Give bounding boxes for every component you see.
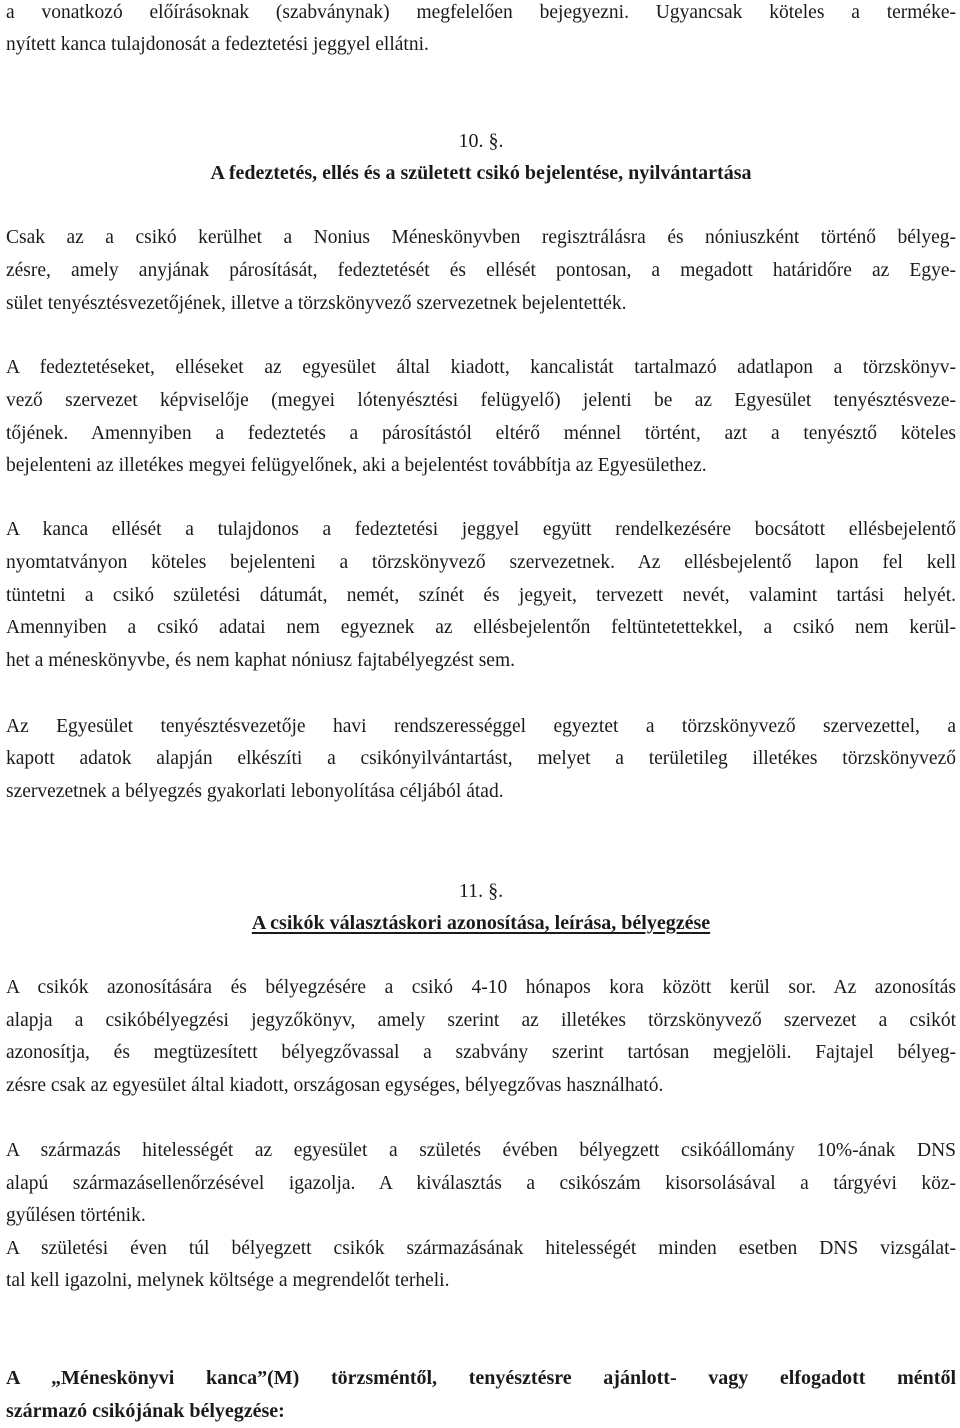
s10-p2-line-1: A fedeztetéseket, elléseket az egyesület által kiadott, kancalistát tartalmazó adatlapon a törzskönyv-: [6, 357, 956, 378]
final-heading-line-2: származó csikójának bélyegzése:: [6, 1400, 285, 1422]
s10-p1-line-3: sület tenyésztésvezetőjének, illetve a törzskönyvező szervezetnek bejelentették.: [6, 293, 627, 314]
s11-p1-line-4: zésre csak az egyesület által kiadott, országosan egységes, bélyegzővas használható.: [6, 1075, 664, 1096]
intro-line-1: a vonatkozó előírásoknak (szabványnak) megfelelően bejegyezni. Ugyancsak köteles a terméke-: [6, 2, 956, 23]
s10-p1-line-2: zésre, amely anyjának párosítását, fedeztetését és ellését pontosan, a megadott határidőre az Egye-: [6, 260, 956, 281]
s10-p4-line-3: szervezetnek a bélyegzés gyakorlati lebonyolítása céljából átad.: [6, 781, 504, 802]
s10-p3-line-5: het a méneskönyvbe, és nem kaphat nóniusz fajtabélyegzést sem.: [6, 650, 515, 671]
intro-line-2: nyített kanca tulajdonosát a fedeztetési jeggyel ellátni.: [6, 34, 429, 55]
s10-p4-line-1: Az Egyesület tenyésztésvezetője havi rendszerességgel egyeztet a törzskönyvező szervezettel, a: [6, 716, 956, 737]
s11-p1-line-3: azonosítja, és megtüzesített bélyegzővassal a szabvány szerint tartósan megjelöli. Fajtajel bélyeg-: [6, 1042, 956, 1063]
s11-p1-line-2: alapja a csikóbélyegzési jegyzőkönyv, amely szerint az illetékes törzskönyvező szervezet a csikót: [6, 1010, 956, 1031]
section-10-title: A fedeztetés, ellés és a született csikó bejelentése, nyilvántartása: [210, 162, 752, 184]
s10-p3-line-3: tüntetni a csikó születési dátumát, nemét, színét és jegyeit, tervezett nevét, valamint tartási helyét.: [6, 585, 956, 606]
s11-p3-line-2: tal kell igazolni, melynek költsége a megrendelőt terheli.: [6, 1270, 450, 1291]
s10-p2-line-2: vező szervezet képviselője (megyei lótenyésztési felügyelő) jelenti be az Egyesület tenyésztésveze-: [6, 390, 956, 411]
s11-p2-line-3: gyűlésen történik.: [6, 1205, 146, 1226]
s10-p1-line-1: Csak az a csikó kerülhet a Nonius Méneskönyvben regisztrálásra és nóniuszként történő bélyeg-: [6, 227, 956, 248]
section-11-title: A csikók választáskori azonosítása, leírása, bélyegzése: [251, 912, 711, 934]
section-11-number: 11. §.: [458, 880, 504, 902]
s11-p3-line-1: A születési éven túl bélyegzett csikók származásának hitelességét minden esetben DNS vizsgálat-: [6, 1238, 956, 1259]
s10-p3-line-2: nyomtatványon köteles bejelenteni a törzskönyvező szervezetnek. Az ellésbejelentő lapon fel kell: [6, 552, 956, 573]
s10-p4-line-2: kapott adatok alapján elkészíti a csikónyilvántartást, melyet a területileg illetékes törzskönyvező: [6, 748, 956, 769]
section-10-number: 10. §.: [458, 130, 504, 152]
s10-p2-line-3: tőjének. Amennyiben a fedeztetés a párosítástól eltérő ménnel történt, azt a tenyésztő köteles: [6, 423, 956, 444]
s10-p2-line-4: bejelenteni az illetékes megyei felügyelőnek, aki a bejelentést továbbítja az Egyesülethez.: [6, 455, 707, 476]
final-heading-line-1: A „Méneskönyvi kanca”(M) törzsméntől, tenyésztésre ajánlott- vagy elfogadott méntől: [6, 1367, 956, 1389]
s10-p3-line-4: Amennyiben a csikó adatai nem egyeznek az ellésbejelentőn feltüntetettekkel, a csikó nem kerül-: [6, 617, 956, 638]
s11-p2-line-2: alapú származásellenőrzésével igazolja. A kiválasztás a csikószám kisorsolásával a tárgyévi köz-: [6, 1173, 956, 1194]
s10-p3-line-1: A kanca ellését a tulajdonos a fedeztetési jeggyel együtt rendelkezésére bocsátott ellésbejelentő: [6, 519, 956, 540]
s11-p2-line-1: A származás hitelességét az egyesület a születés évében bélyegzett csikóállomány 10%-ának DNS: [6, 1140, 956, 1161]
s11-p1-line-1: A csikók azonosítására és bélyegzésére a csikó 4-10 hónapos kora között kerül sor. Az azonosítás: [6, 977, 956, 998]
